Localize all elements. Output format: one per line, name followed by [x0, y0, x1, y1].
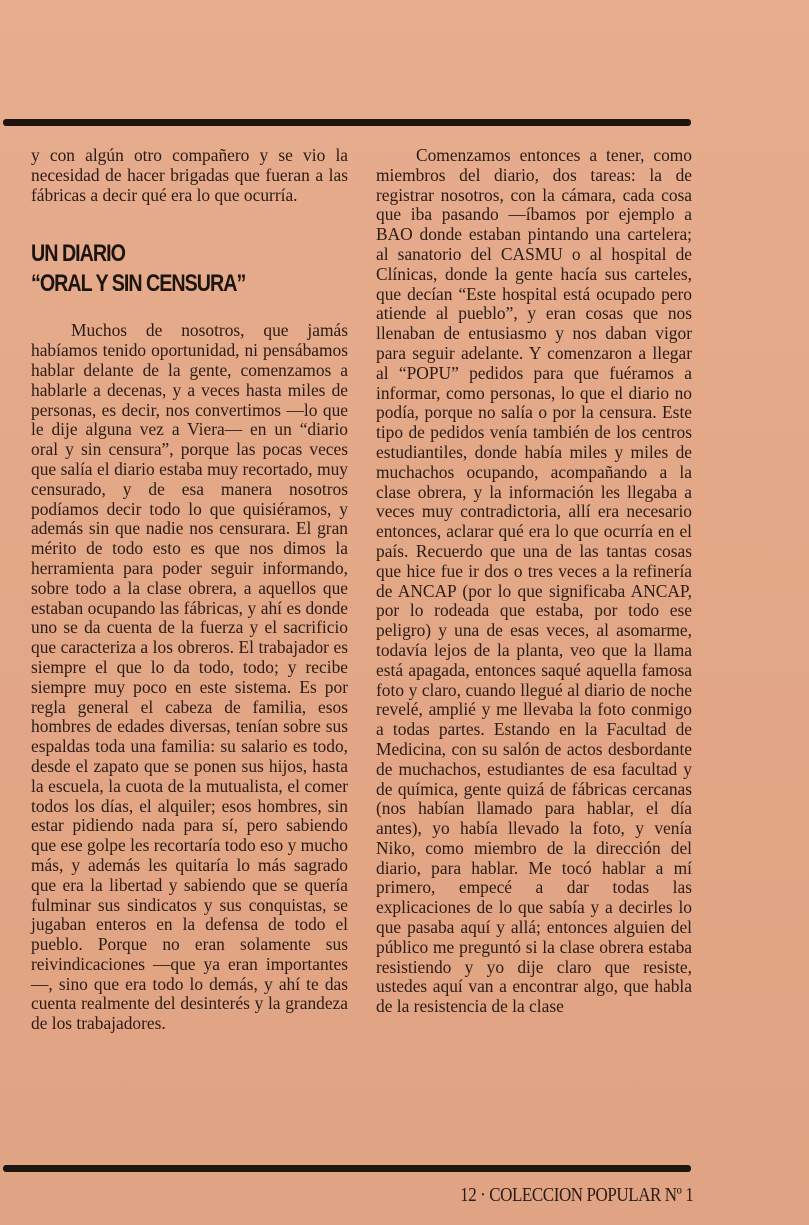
right-body-paragraph: Comenzamos entonces a tener, como miembros del diario, dos tareas: la de registrar nosotros, con la cámara, cada cosa que iba pasando —íbamos por ejemplo a BAO donde estaban pintando una cartelera; al sanatorio del CASMU o al hospital de Clínicas, donde la gente hacía sus carteles, que decían “Este hospital está ocupado pero atiende al pueblo”, y eran cosas que nos llenaban de entusiasmo y nos daban vigor para seguir adelante. Y comenzaron a llegar al “POPU” pedidos para que fuéramos a informar, como personas, lo que el diario no podía, porque no salía o por la censura. Este tipo de pedidos venía también de los centros estudiantiles, donde había miles y miles de muchachos ocupando, acompañando a la clase obrera, y la información les llegaba a veces muy contradictoria, allí era necesario entonces, aclarar qué era lo que ocurría en el país. Recuerdo que una de las tantas cosas que hice fue ir dos o tres veces a la refinería de ANCAP (por lo que significaba ANCAP, por lo rodeada que estaba, por todo ese peligro) y una de esas veces, al asomarme, todavía lejos de la planta, veo que la llama está apagada, entonces saqué aquella famosa foto y claro, cuando llegué al diario de noche revelé, amplié y me llevaba la foto conmigo a todas partes. Estando en la Facultad de Medicina, con su salón de actos desbordante de muchachos, estudiantes de esa facultad y de química, gente quizá de fábricas cercanas (nos habían llamado para hablar, el día antes), yo había llevado la foto, y venía Niko, como miembro de la dirección del diario, para hablar. Me tocó hablar a mí primero, empecé a dar todas las explicaciones de lo que sabía y a decirles lo que pasaba aquí y allá; entonces alguien del público me preguntó si la clase obrera estaba resistiendo y yo dije claro que resiste, ustedes aquí van a encontrar algo, que habla de la resistencia de la clase	[376, 145, 692, 1017]
heading-line-2: “ORAL Y SIN CENSURA”	[31, 270, 246, 298]
page-footer: 12 · COLECCION POPULAR Nº 1	[459, 1184, 693, 1206]
left-body-paragraph: Muchos de nosotros, que jamás habíamos tenido oportunidad, ni pensábamos hablar delante de la gente, comenzamos a hablarle a decenas, y a veces hasta miles de personas, es decir, nos convertimos —lo que le dije alguna vez a Viera— en un “diario oral y sin censura”, porque las pocas veces que salía el diario estaba muy recortado, muy censurado, y de esa manera nosotros podíamos decir todo lo que quisiéramos, y además sin que nadie nos censurara. El gran mérito de todo esto es que nos dimos la herramienta para poder seguir informando, sobre todo a la clase obrera, a aquellos que estaban ocupando las fábricas, y ahí es donde uno se da cuenta de la fuerza y el sacrificio que caracteriza a los obreros. El trabajador es siempre el que lo da todo, todo; y recibe siempre muy poco en este sistema. Es por regla general el cabeza de familia, esos hombres de edades diversas, tenían sobre sus espaldas toda una familia: su salario es todo, desde el zapato que se ponen sus hijos, hasta la escuela, la cuota de la mutualista, el comer todos los días, el alquiler; esos hombres, sin estar pidiendo nada para sí, pero sabiendo que ese golpe les recortaría todo eso y mucho más, y además les quitaría lo más sagrado que era la libertad y sabiendo que se quería fulminar sus sindicatos y sus conquistas, se jugaban enteros en la defensa de todo el pueblo. Porque no eran solamente sus reivindicaciones —que ya eran importantes—, sino que era todo lo demás, y ahí te das cuenta realmente del desinterés y la grandeza de los trabajadores.	[31, 320, 348, 1034]
top-rule	[3, 119, 691, 126]
bottom-rule	[3, 1165, 691, 1172]
intro-paragraph: y con algún otro compañero y se vio la necesidad de hacer brigadas que fueran a las fábricas a decir qué era lo que ocurría.	[31, 145, 348, 205]
heading-line-1: UN DIARIO	[31, 240, 125, 268]
section-heading	[31, 239, 291, 299]
right-column	[376, 146, 692, 1017]
left-column	[31, 146, 348, 1034]
